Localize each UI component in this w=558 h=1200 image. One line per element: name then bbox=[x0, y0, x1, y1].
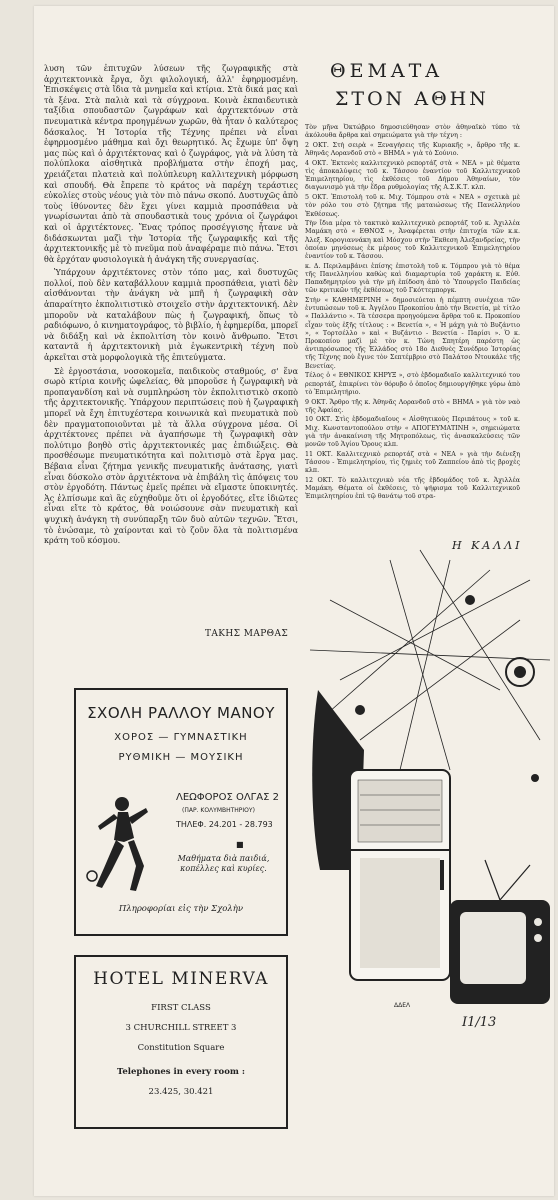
school-ad-address: ΛΕΩΦΟΡΟΣ ΟΛΓΑΣ 2 bbox=[176, 792, 279, 803]
school-ad-phone: ΤΗΛΕΦ. 24.201 - 28.793 bbox=[176, 820, 273, 829]
illustration-signature-small: ΔΔΕΛ bbox=[394, 1002, 411, 1009]
themes-entry: Στὴν « ΚΑΘΗΜΕΡΙΝΗ » δημοσιεύεται ἡ πέμπτη συνέχεια τῶν ἐντυπώσεων τοῦ κ. Ἀγγέλου Προκοπίου ἀπὸ τὴν Βενετία, μὲ τίτλο « Παλλάντιο ». Τὰ τέσσερα προηγούμενα ἄρθρα τοῦ κ. Προκοπίου εἶχαν τοὺς ἑξῆς τίτλους : « Βενετία », « Ἡ μάχη γιὰ τὸ Βυζάντιο », « Τορτσέλλο » καὶ « Βυζάντιο - Βενετία - Παρίσι ». Ὁ κ. Προκοπίου μαζὶ μὲ τὸν κ. Τώνη Σπητέρη παρέστη ὡς ἀντιπρόσωπος τῆς Ἑλλάδος στὸ 18ο Διεθνὲς Συνέδριο Ἱστορίας τῆς Τέχνης ποὺ ἔγινε τὸν Σεπτέμβριο στὸ Παλάτσο Ντουκάλε τῆς Βενετίας. bbox=[305, 297, 520, 370]
hotel-ad-title: HOTEL MINERVA bbox=[93, 969, 269, 989]
article-body bbox=[44, 64, 298, 550]
school-advertisement bbox=[74, 688, 288, 936]
article-paragraph-2: Ὑπάρχουν ἀρχιτέκτονες στὸν τόπο μας, καὶ δυστυχῶς πολλοί, ποὺ δὲν καταβάλλουν καμμιὰ προσπάθεια, γιατὶ δὲν αἰσθάνονται τὴν ἀνάγκη νὰ μπῆ ἡ ζωγραφικὴ σὰν ἀπαραίτητο ἐκπολιτιστικὸ στοιχεῖο στὴν ἀρχιτεκτονική. Δὲν μποροῦν νὰ καταλάβουν πὼς ἡ ζωγραφική, ὅπως τὸ ραδιόφωνο, ὁ κινηματογράφος, τὸ βιβλίο, ἡ ἐφημερίδα, μπορεῖ νὰ διδάξη καὶ νὰ ἐκπολιτίση τὸν κοινὸ ἄνθρωπο. Ἔτσι καταντᾶ ἡ ἀρχιτεκτονικὴ μιὰ ἐγωκεντρικὴ τέχνη ποὺ ἀρκεῖται στὰ μορφολογικὰ τῆς ἐπιτεύγματα. bbox=[44, 268, 298, 363]
appliance-illustration bbox=[300, 540, 558, 1040]
school-ad-info: Πληροφορίαι εἰς τὴν Σχολὴν bbox=[118, 904, 244, 914]
themes-intro: Τὸν μῆνα Ὀκτώβριο δημοσιεύθησαν στὸν ἀθηναϊκὸ τύπο τὰ ἀκόλουθα ἄρθρα καὶ σημειώματα γιὰ τὴν τέχνη : bbox=[305, 124, 520, 140]
themes-entry: 2 ΟΚΤ. Στὴ σειρὰ « Ξεναγήσεις τῆς Κυριακῆς », ἄρθρο τῆς κ. Ἀθηνᾶς Λορανδοῦ στὸ « ΒΗΜΑ » γιὰ τὸ Σούνιο. bbox=[305, 141, 520, 158]
article-paragraph-1: λυση τῶν ἐπιτυχῶν λύσεων τῆς ζωγραφικῆς στὰ ἀρχιτεκτονικὰ ἔργα, ὄχι φιλολογική, ἀλλ' ἐφηρμοσμένη. Ἐπισκέψεις στὰ ἴδια τὰ μνημεῖα καὶ κτίρια. Στὰ δικά μας καὶ τὰ ξένα. Στὰ παλιὰ καὶ τὰ σύγχρονα. Κοινὰ ἐκπαιδευτικὰ ταξίδια σπουδαστῶν ζωγράφων καὶ ἀρχιτεκτόνων στὰ πνευματικὰ κέντρα προηγμένων χωρῶν, θὰ ἦταν ὁ καλύτερος δάσκαλος. Ἡ Ἱστορία τῆς Τέχνης πρέπει νὰ εἶναι ἐφηρμοσμένο μάθημα καὶ ὄχι θεωρητικό. Ἀς ἔχωμε ὑπ' ὄψη μας πὼς καὶ ὁ ἀρχιτέκτονας καὶ ὁ ζωγράφος, γιὰ νὰ λύση τὰ πολύπλοκα αἰσθητικὰ προβλήματα στὴν ἐποχή μας, χρειάζεται πλατειὰ καὶ πολύπλευρη καλλιτεχνικὴ μόρφωση καὶ σπουδή. Θὰ ἔπρεπε τὸ κράτος νὰ παρέχη τεράστιες εὐκολίες στοὺς νέους γιὰ τὸν πιὸ πάνω σκοπό. Δυστυχῶς ἀπὸ τοὺς ἰθύνοντες δὲν ἔχει γίνει καμμιὰ προσπάθεια νὰ γνωρίσωνται ἀπὸ τὰ σπουδαστικὰ τους χρόνια οἱ ζωγράφοι καὶ οἱ ἀρχιτέκτονες. Ἕνας τρόπος προσέγγισης ἦτανε νὰ διδάσκωνται μαζὶ τὴν Ἱστορία τῆς ζωγραφικῆς καὶ τῆς ἀρχιτεκτονικῆς μὲ τὸ πνεῦμα ποὺ ἀναφέραμε πιὸ πάνω. Ἔτσι θὰ ἐρχόταν φυσιολογικὰ ἡ ἀνάγκη τῆς συνεργασίας. bbox=[44, 64, 298, 264]
themes-entry: 12 ΟΚΤ. Τὸ καλλιτεχνικὸ νέα τῆς ἑβδομάδος τοῦ κ. Ἀχιλλέα Μαμάκη. Θέματα οἱ ἐκθέσεις, τὸ ψήφισμα τοῦ Καλλιτεχνικοῦ Ἐπιμελητηρίου ἐπὶ τῷ θανάτῳ τοῦ στρα- bbox=[305, 476, 520, 501]
themes-title-line2: ΣΤΟΝ ΑΘΗΝ bbox=[335, 88, 489, 110]
hotel-ad-phones: 23.425, 30.421 bbox=[148, 1087, 214, 1097]
article-byline: ΤΑΚΗΣ ΜΑΡΘΑΣ bbox=[205, 629, 289, 639]
school-ad-line2: ΡΥΘΜΙΚΗ — ΜΟΥΣΙΚΗ bbox=[118, 752, 244, 763]
themes-entry: 10 ΟΚΤ. Στὶς ἑβδομαδιαῖους « Αἰσθητικοὺς Περιπάτους » τοῦ κ. Μιχ. Κωνσταντοπούλου στὴν « ΑΠΟΓΕΥΜΑΤΙΝΗ », σημειώματα γιὰ τὴν ἀνακαίνιση τῆς Μητροπόλεως, τὶς ἀνασκαλεύσεις τῶν μονῶν τοῦ Ἁγίου Ὄρους κλπ. bbox=[305, 416, 520, 449]
themes-title-line1: ΘΕΜΑΤΑ bbox=[330, 60, 444, 82]
themes-entry: 9 ΟΚΤ. Ἄρθρο τῆς κ. Ἀθηνᾶς Λορανδοῦ στὸ « ΒΗΜΑ » γιὰ τὸν ναὸ τῆς Ἀφαίας. bbox=[305, 398, 520, 414]
themes-entry: 5 ΟΚΤ. Ἐπιστολὴ τοῦ κ. Μιχ. Τόμπρου στὰ « ΝΕΑ » σχετικὰ μὲ τὸν ρόλο του στὸ ζήτημα τῆς ματαιώσεως τῆς Πανελληνίου Ἐκθέσεως. bbox=[305, 194, 520, 218]
school-ad-line1: ΧΟΡΟΣ — ΓΥΜΝΑΣΤΙΚΗ bbox=[114, 732, 248, 743]
hotel-ad-class: FIRST CLASS bbox=[151, 1003, 211, 1013]
school-ad-note: Μαθήματα διὰ παιδιά, κοπέλλες καὶ κυρίες. bbox=[177, 854, 270, 873]
illustration-banner: Η ΚΑΛΛΙ bbox=[452, 539, 523, 552]
school-ad-address-note: (ΠΑΡ. ΚΟΛΥΜΒΗΤΗΡΙΟΥ) bbox=[182, 807, 255, 814]
school-ad-separator: ■ bbox=[236, 840, 244, 849]
themes-entry: Τὴν ἴδια μέρα τὸ τακτικὸ καλλιτεχνικὸ ρεπορτάζ τοῦ κ. Ἀχιλλέα Μαμάκη στὸ « ΕΘΝΟΣ », Ἀναφέρεται στὴν ἐπιτυχία τῶν κ.κ. Ἀλεξ. Κορογιαννάκη καὶ Μόσχου στὴν Ἔκθεση Ἀλεξανδρείας, τὴν ὁποίαν μηνύσεως ἐκ μέρους τοῦ Καλλιτεχνικοῦ Ἐπιμελητηρίου ἐναντίον τοῦ κ. Τάσσου. bbox=[305, 220, 520, 261]
themes-entries bbox=[305, 124, 520, 503]
article-paragraph-3: Σὲ ἐργοστάσια, νοσοκομεῖα, παιδικοὺς σταθμούς, σ' ἕνα σωρὸ κτίρια κοινῆς ὠφελείας, θὰ μποροῦσε ἡ ζωγραφικὴ νὰ προπαγανδίση καὶ νὰ συμπληρώση τὸν ἐκπολιτιστικὸ σκοπὸ τῆς ἀρχιτεκτονικῆς. Ὑπάρχουν περιπτώσεις ποὺ ἡ ζωγραφικὴ μπορεῖ νὰ ἔχη ἐπιτυχέστερα κοινωνικὰ καὶ πνευματικὰ ποὺ δὲν πραγματοποιοῦνται μὲ τὰ ἄλλα σύγχρονα μέσα. Οἱ ἀρχιτέκτονες πρέπει νὰ ἀγαπήσωμε τὴ ζωγραφικὴ σὰν πολύτιμο βοηθὸ στὶς ἀρχιτεκτονικές μας ἐπιδιώξεις. Θὰ προσθέσωμε πνευματικότητα καὶ πολιτισμὸ στὰ ἔργα μας. Βέβαια εἶναι ζήτημα γενικῆς πνευματικῆς ἀνάτασης, γιατὶ εἶναι δύσκολο στὸν ἀρχιτέκτονα νὰ ἐπιβάλη τὶς ἀπόψεις του στὸν ἐργοδότη. Πάντως ἐμεῖς πρέπει νὰ εἴμαστε ὑποκινητές. Ἀς ἐλπίσωμε καὶ ἂς εὐχηθοῦμε ὅτι οἱ ἐργοδότες, εἴτε ἰδιῶτες εἶναι εἴτε τὸ κράτος, θὰ νοιώσουνε σὰν πνευματικὴ καὶ ψυχικὴ ἀνάγκη τὴ συνύπαρξη τῶν δυὸ αὐτῶν τεχνῶν. Ἔτσι, τὸ ἑνώσαμε, τὸ χαίρονται καὶ τὸ ζοῦν ὅλα τὰ πολιτισμένα κράτη τοῦ κόσμου. bbox=[44, 366, 298, 546]
hotel-ad-street: 3 CHURCHILL STREET 3 bbox=[125, 1023, 237, 1033]
themes-entry: Τέλος ὁ « ΕΘΝΙΚΟΣ ΚΗΡΥΞ », στὸ ἑβδομαδιαῖο καλλιτεχνικό του ρεπορτάζ, ἐπικρίνει τὸν θόρυβο ὁ ὁποῖος δημιουργήθηκε γύρω ἀπὸ τὸ Ἐπιμελητήριο. bbox=[305, 372, 520, 396]
school-ad-title: ΣΧΟΛΗ ΡΑΛΛΟΥ ΜΑΝΟΥ bbox=[87, 704, 275, 722]
themes-entry: 4 ΟΚΤ. Ἐκτενὲς καλλιτεχνικὸ ρεπορτάζ στὰ « ΝΕΑ » μὲ θέματα τὶς ἀποκαλύψεις τοῦ κ. Τάσσου ἐναντίον τοῦ Καλλιτεχνικοῦ Ἐπιμελητηρίου, τὶς ἐκθέσεις τοῦ Δήμου Ἀθηναίων, τὸν διαγωνισμὸ γιὰ τὴν ἕδρα ρυθμολογίας τῆς Α.Σ.Κ.Τ. κλπ. bbox=[305, 159, 520, 192]
hotel-ad-square: Constitution Square bbox=[137, 1043, 225, 1053]
themes-entry: 11 ΟΚΤ. Καλλιτεχνικὸ ρεπορτάζ στὰ « ΝΕΑ » γιὰ τὴν διένεξη Τάσσου - Ἐπιμελητηρίου, τὶς ζημιὲς τοῦ Ζαππείου ἀπὸ τὶς βροχὲς κλπ. bbox=[305, 450, 520, 475]
illustration-signature: Ι1/13 bbox=[462, 1015, 497, 1030]
themes-entry: κ. Δ. Περιλαμβάνει ἐπίσης ἐπιστολὴ τοῦ κ. Τόμπρου γιὰ τὸ θέμα τῆς Πανελληνίου καθὼς καὶ διαμαρτυρία τοῦ χαράκτη κ. Εὐθ. Παπαδημητρίου γιὰ τὴν μὴ ἐπίδοση ἀπὸ τὸ Ὑπουργεῖο Παιδείας τῶν κριτικῶν τῆς ἐκθέσεως τοῦ Γκόττεμποργκ. bbox=[305, 262, 520, 295]
dancer-illustration bbox=[84, 790, 154, 900]
hotel-advertisement bbox=[74, 955, 288, 1129]
hotel-ad-phones-label: Telephones in every room : bbox=[117, 1067, 245, 1077]
